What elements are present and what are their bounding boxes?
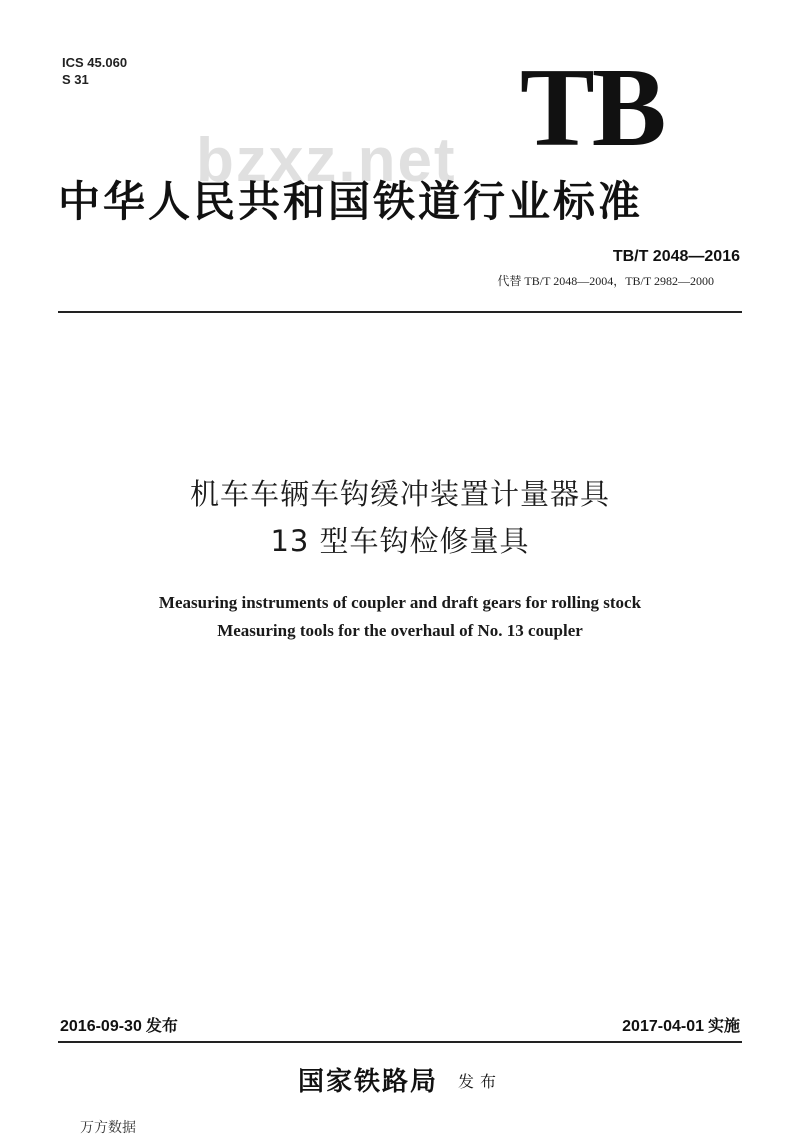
issue-date — [60, 1016, 178, 1038]
issue-date-label: 发布 — [145, 1018, 178, 1035]
replaces-note: 代替 TB/T 2048—2004，TB/T 2982—2000 — [497, 274, 714, 288]
standard-number: TB/T 2048—2016 — [612, 248, 740, 265]
chinese-title-line-2: 13 型车钩检修量具 — [270, 524, 530, 558]
standard-category-title: 中华人民共和国铁道行业标准 — [58, 177, 644, 226]
top-divider — [58, 311, 742, 313]
source-mark: 万方数据 — [80, 1120, 136, 1136]
implementation-date-label: 实施 — [707, 1018, 740, 1035]
issuer — [0, 1064, 800, 1100]
ccs-code: S 31 — [62, 72, 89, 87]
watermark: bzxz.net — [196, 126, 457, 195]
bottom-divider — [58, 1041, 742, 1043]
english-title-line-1: Measuring instruments of coupler and draft gears for rolling stock — [158, 593, 642, 612]
tb-logo: TB — [520, 46, 664, 170]
english-title-line-2: Measuring tools for the overhaul of No. 13 coupler — [217, 621, 583, 640]
implementation-date-value: 2017-04-01 — [622, 1018, 704, 1035]
implementation-date — [622, 1016, 740, 1038]
ics-code: ICS 45.060 — [62, 55, 128, 70]
issue-date-value: 2016-09-30 — [60, 1018, 142, 1035]
chinese-title-line-1: 机车车辆车钩缓冲装置计量器具 — [189, 477, 610, 511]
classification-codes — [62, 54, 127, 88]
issuer-action: 发布 — [458, 1072, 503, 1091]
issuer-organization: 国家铁路局 — [297, 1067, 438, 1097]
